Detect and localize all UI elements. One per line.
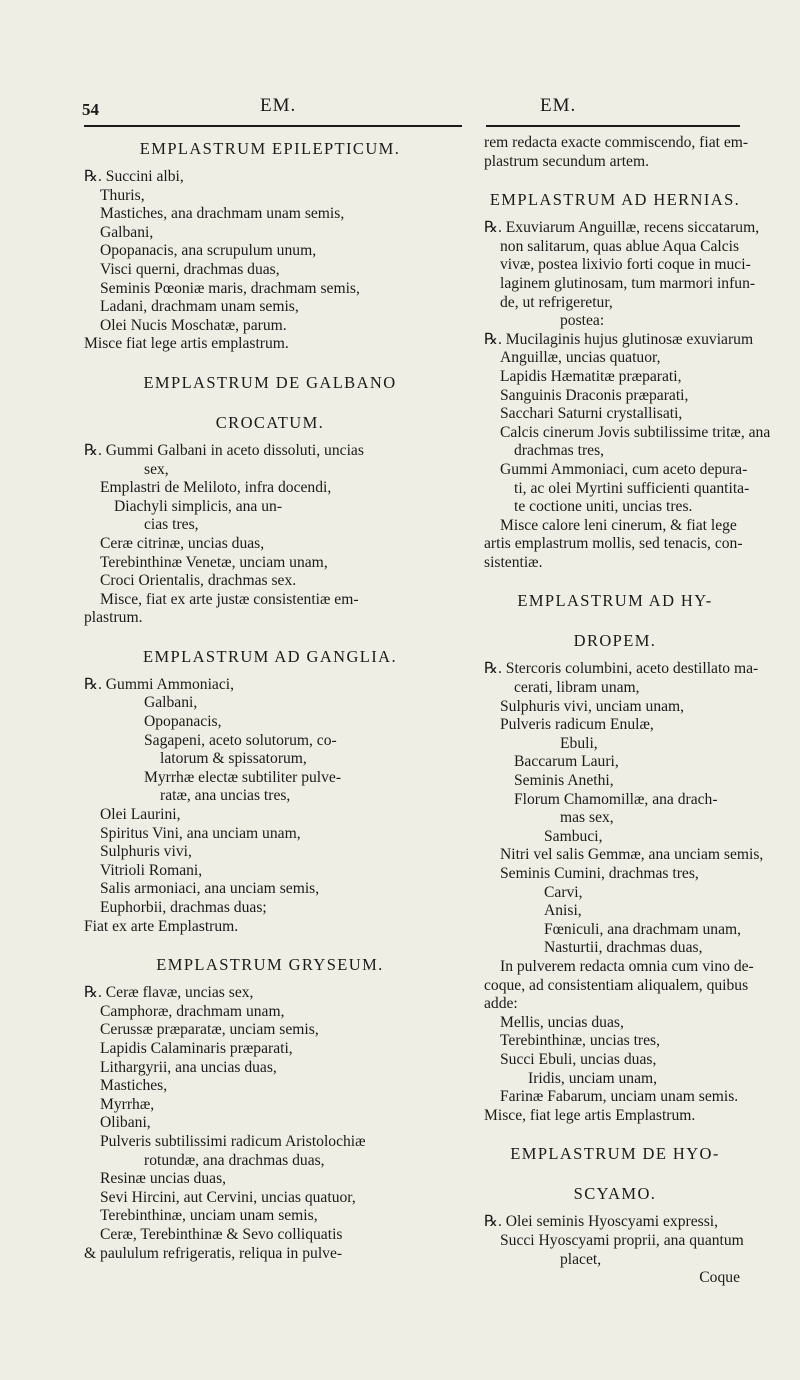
text-line: Nitri vel salis Gemmæ, ana unciam semis, [500, 846, 764, 864]
text-line: latorum & spissatorum, [160, 750, 307, 768]
text-line: In pulverem redacta omnia cum vino de- [500, 957, 754, 975]
text-line: ℞. Ceræ flavæ, uncias sex, [84, 984, 254, 1002]
text-line: & paululum refrigeratis, reliqua in pulve- [84, 1244, 343, 1262]
text-line: rotundæ, ana drachmas duas, [144, 1151, 325, 1169]
text-line: Sulphuris vivi, unciam unam, [500, 697, 685, 715]
text-line: Olibani, [100, 1114, 151, 1132]
text-line: Fiat ex arte Emplastrum. [84, 917, 239, 935]
text-line: Croci Orientalis, drachmas sex. [100, 572, 297, 590]
text-line: Calcis cinerum Jovis subtilissime tritæ, ana [500, 423, 771, 441]
text-line: mas sex, [560, 809, 614, 827]
text-line: Ladani, drachmam unam semis, [100, 298, 299, 316]
text-line: Iridis, unciam unam, [528, 1069, 658, 1087]
text-line: Thuris, [100, 186, 145, 204]
text-line: te coctione uniti, uncias tres. [514, 498, 693, 516]
text-line: laginem glutinosam, tum marmori infun- [500, 274, 756, 292]
section-heading: EMPLASTRUM DE HYO- [510, 1144, 720, 1164]
text-line: Pulveris radicum Enulæ, [500, 716, 654, 734]
text-line: Mellis, uncias duas, [500, 1013, 624, 1031]
section-heading: DROPEM. [573, 631, 657, 651]
text-line: Misce, fiat lege artis Emplastrum. [484, 1106, 696, 1124]
section-heading: CROCATUM. [215, 412, 325, 432]
right-column [484, 134, 771, 1288]
text-line: Visci querni, drachmas duas, [100, 260, 280, 278]
section-heading: EMPLASTRUM AD HERNIAS. [489, 190, 741, 210]
section-heading: EMPLASTRUM GRYSEUM. [156, 955, 384, 975]
text-line: Gummi Ammoniaci, cum aceto depura- [500, 460, 748, 478]
text-line: ℞. Succini albi, [84, 168, 184, 185]
text-line: artis emplastrum mollis, sed tenacis, con- [484, 535, 743, 553]
text-line: Seminis Pœoniæ maris, drachmam semis, [100, 279, 360, 297]
text-line: Ceræ, Terebinthinæ & Sevo colliquatis [100, 1225, 343, 1243]
text-line: plastrum. [84, 609, 143, 627]
text-line: Florum Chamomillæ, ana drach- [514, 790, 718, 808]
text-line: sex, [144, 460, 169, 478]
running-head-right: EM. [540, 95, 577, 116]
section-heading: EMPLASTRUM EPILEPTICUM. [139, 139, 401, 158]
text-line: Emplastri de Meliloto, infra docendi, [100, 479, 332, 497]
text-line: Lithargyrii, ana uncias duas, [100, 1058, 277, 1076]
text-line: Galbani, [100, 223, 154, 241]
text-line: Euphorbii, drachmas duas; [100, 899, 267, 916]
text-line: Lapidis Hæmatitæ præparati, [500, 367, 682, 385]
text-line: coque, ad consistentiam aliqualem, quibus [484, 976, 749, 994]
section-heading: SCYAMO. [573, 1184, 657, 1204]
text-line: Terebinthinæ Venetæ, unciam unam, [100, 553, 328, 571]
text-line: Misce fiat lege artis emplastrum. [84, 335, 289, 353]
text-line: Baccarum Lauri, [514, 753, 619, 771]
text-line: Seminis Anethi, [514, 772, 614, 790]
text-line: Olei Nucis Moschatæ, parum. [100, 316, 287, 334]
text-line: Terebinthinæ, uncias tres, [500, 1032, 661, 1050]
header-rule-right [486, 125, 740, 127]
text-line: Seminis Cumini, drachmas tres, [500, 865, 699, 882]
text-line: drachmas tres, [514, 442, 605, 460]
section-heading: EMPLASTRUM AD HY- [517, 591, 713, 611]
text-line: Camphoræ, drachmam unam, [100, 1002, 285, 1020]
text-line: Salis armoniaci, ana unciam semis, [100, 880, 320, 898]
text-line: ti, ac olei Myrtini sufficienti quantita- [514, 479, 750, 497]
text-line: Misce calore leni cinerum, & fiat lege [500, 516, 737, 534]
text-line: Resinæ uncias duas, [100, 1170, 227, 1188]
text-line: Sevi Hircini, aut Cervini, uncias quatuor, [100, 1188, 356, 1206]
text-line: Sambuci, [544, 827, 603, 845]
text-line: Ebuli, [560, 734, 598, 752]
text-line: Pulveris subtilissimi radicum Aristolochiæ [100, 1132, 366, 1150]
text-line: Farinæ Fabarum, unciam unam semis. [500, 1088, 739, 1106]
text-line: plastrum secundum artem. [484, 152, 649, 170]
text-line: Vitrioli Romani, [100, 861, 203, 879]
text-line: Mastiches, [100, 1077, 168, 1095]
text-line: Mastiches, ana drachmam unam semis, [100, 205, 345, 223]
text-line: Succi Hyoscyami proprii, ana quantum [500, 1231, 744, 1249]
page-number: 54 [82, 100, 99, 119]
text-line: Nasturtii, drachmas duas, [544, 939, 703, 957]
text-line: placet, [560, 1250, 602, 1268]
text-line: Opopanacis, ana scrupulum unum, [100, 242, 317, 260]
text-line: ℞. Mucilaginis hujus glutinosæ exuviarum [484, 330, 754, 348]
text-line: Succi Ebuli, uncias duas, [500, 1050, 657, 1068]
text-line: Spiritus Vini, ana unciam unam, [100, 824, 301, 842]
text-line: Fœniculi, ana drachmam unam, [544, 920, 742, 938]
header-rule-left [84, 125, 462, 127]
text-line: ℞. Exuviarum Anguillæ, recens siccatarum, [484, 219, 760, 237]
text-line: Olei Laurini, [100, 806, 181, 824]
text-line: Lapidis Calaminaris præparati, [100, 1039, 293, 1057]
text-line: Cerussæ præparatæ, unciam semis, [100, 1021, 319, 1039]
text-line: Opopanacis, [144, 713, 222, 731]
text-line: ℞. Stercoris columbini, aceto destillato ma- [484, 660, 759, 678]
text-line: Coque [699, 1269, 740, 1287]
text-line: Diachyli simplicis, ana un- [114, 497, 283, 515]
left-column [84, 134, 456, 1263]
text-line: Ceræ citrinæ, uncias duas, [100, 534, 265, 552]
text-line: Myrrhæ electæ subtiliter pulve- [144, 768, 342, 786]
text-line: Myrrhæ, [100, 1095, 155, 1113]
text-line: Sanguinis Draconis præparati, [500, 386, 689, 404]
text-line: sistentiæ. [484, 553, 543, 571]
text-line: ratæ, ana uncias tres, [160, 787, 291, 805]
text-line: ℞. Gummi Galbani in aceto dissoluti, uncias [84, 441, 364, 459]
text-line: adde: [484, 995, 518, 1013]
text-line: Sagapeni, aceto solutorum, co- [144, 731, 337, 749]
text-line: cias tres, [144, 516, 199, 534]
text-line: postea: [560, 312, 605, 330]
text-line: non salitarum, quas ablue Aqua Calcis [500, 237, 740, 255]
text-line: vivæ, postea lixivio forti coque in muci- [500, 256, 751, 274]
text-line: Misce, fiat ex arte justæ consistentiæ em- [100, 590, 359, 608]
text-line: Sacchari Saturni crystallisati, [500, 405, 683, 423]
text-line: ℞. Olei seminis Hyoscyami expressi, [484, 1213, 718, 1231]
text-line: Terebinthinæ, unciam unam semis, [100, 1207, 318, 1225]
section-heading: EMPLASTRUM AD GANGLIA. [142, 646, 398, 666]
text-line: rem redacta exacte commiscendo, fiat em- [484, 134, 749, 151]
text-line: cerati, libram unam, [514, 679, 640, 697]
running-head-left: EM. [260, 95, 297, 116]
text-line: ℞. Gummi Ammoniaci, [84, 675, 234, 693]
text-line: Anisi, [544, 902, 582, 920]
section-heading: EMPLASTRUM DE GALBANO [143, 372, 397, 392]
text-line: Sulphuris vivi, [100, 843, 192, 861]
text-line: Galbani, [144, 694, 198, 712]
text-line: Anguillæ, uncias quatuor, [500, 349, 661, 367]
text-line: Carvi, [544, 883, 583, 901]
text-line: de, ut refrigeretur, [500, 293, 613, 311]
